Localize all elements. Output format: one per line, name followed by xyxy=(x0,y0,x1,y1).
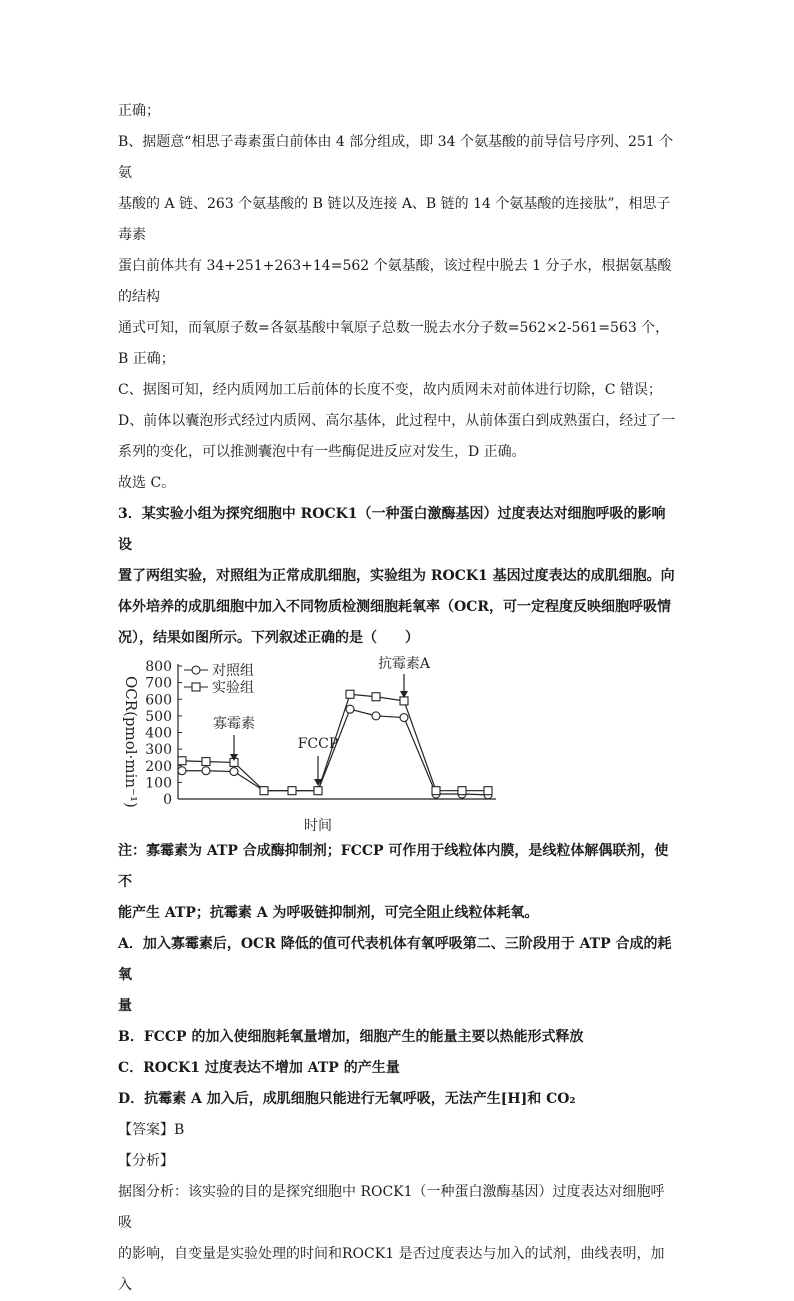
data-point-square xyxy=(178,757,186,765)
annotation-label: 寡霉素 xyxy=(213,716,255,732)
text-line: 故选 C。 xyxy=(118,475,176,491)
note-line: 注：寡霉素为 ATP 合成酶抑制剂；FCCP 可作用于线粒体内膜，是线粒体解偶联剂，使不 xyxy=(118,843,669,890)
chart-note xyxy=(118,836,678,929)
ocr-line-chart xyxy=(118,656,518,836)
y-tick-label: 100 xyxy=(145,775,172,792)
data-point-square xyxy=(432,787,440,795)
data-point-square xyxy=(260,787,268,795)
data-point-square xyxy=(314,787,322,795)
y-tick-label: 700 xyxy=(145,675,172,692)
text-line: C、据图可知，经内质网加工后前体的长度不变，故内质网未对前体进行切除，C 错误； xyxy=(118,382,662,398)
text-line: D、前体以囊泡形式经过内质网、高尔基体，此过程中，从前体蛋白到成熟蛋白，经过了一 xyxy=(118,413,676,429)
text-line: 蛋白前体共有 34+251+263+14=562 个氨基酸，该过程中脱去 1 分子水，根据氨基酸的结构 xyxy=(118,258,672,305)
data-point-square xyxy=(372,693,380,701)
legend-label-control: 对照组 xyxy=(212,663,254,679)
question-line: 体外培养的成肌细胞中加入不同物质检测细胞耗氧率（OCR，可一定程度反映细胞呼吸情 xyxy=(118,599,671,615)
option-line: C．ROCK1 过度表达不增加 ATP 的产生量 xyxy=(118,1060,400,1076)
y-tick-label: 800 xyxy=(145,659,172,675)
x-axis-label: 时间 xyxy=(304,818,332,834)
analysis-text xyxy=(118,1177,678,1301)
data-point-circle xyxy=(346,705,354,713)
text-line: 通式可知，而氧原子数=各氨基酸中氧原子总数一脱去水分子数=562×2-561=563 个，B 正确； xyxy=(118,320,670,367)
document-page xyxy=(118,96,678,1301)
annotation-label: 抗霉素A xyxy=(377,656,431,672)
analysis-line: 的影响，自变量是实验处理的时间和ROCK1 是否过度表达与加入的试剂，曲线表明，加入 xyxy=(118,1246,665,1293)
ocr-chart xyxy=(118,656,518,836)
legend-label-experiment: 实验组 xyxy=(212,680,254,696)
analysis-line: 据图分析：该实验的目的是探究细胞中 ROCK1（一种蛋白激酶基因）过度表达对细胞呼吸 xyxy=(118,1184,665,1231)
legend-marker-square xyxy=(192,683,200,691)
legend-marker-circle xyxy=(192,666,200,674)
text-line: 系列的变化，可以推测囊泡中有一些酶促进反应对发生，D 正确。 xyxy=(118,444,526,460)
data-point-square xyxy=(288,787,296,795)
option-line: A．加入寡霉素后，OCR 降低的值可代表机体有氧呼吸第二、三阶段用于 ATP 合成的耗氧 xyxy=(118,936,672,983)
question-line: 3．某实验小组为探究细胞中 ROCK1（一种蛋白激酶基因）过度表达对细胞呼吸的影响设 xyxy=(118,506,666,553)
annotation-label: FCCP xyxy=(297,736,339,752)
text-line: 基酸的 A 链、263 个氨基酸的 B 链以及连接 A、B 链的 14 个氨基酸的连接肽”，相思子毒素 xyxy=(118,196,671,243)
data-point-circle xyxy=(178,767,186,775)
data-point-circle xyxy=(230,768,238,776)
y-tick-label: 300 xyxy=(145,742,172,759)
y-axis-label: OCR(pmol·min⁻¹) xyxy=(122,676,140,808)
data-point-square xyxy=(346,690,354,698)
data-point-square xyxy=(484,787,492,795)
data-point-square xyxy=(400,697,408,705)
y-tick-label: 600 xyxy=(145,692,172,709)
data-point-square xyxy=(202,758,210,766)
option-line: 量 xyxy=(118,998,132,1014)
question-line: 况），结果如图所示。下列叙述正确的是（ ） xyxy=(118,630,419,646)
answer-options xyxy=(118,929,678,1115)
y-tick-label: 200 xyxy=(145,758,172,775)
text-line: B、据题意“相思子毒素蛋白前体由 4 部分组成，即 34 个氨基酸的前导信号序列、251 个氨 xyxy=(118,134,674,181)
option-line: D．抗霉素 A 加入后，成肌细胞只能进行无氧呼吸，无法产生[H]和 CO₂ xyxy=(118,1091,576,1107)
option-line: B．FCCP 的加入使细胞耗氧量增加，细胞产生的能量主要以热能形式释放 xyxy=(118,1029,584,1045)
answer-line: 【答案】B xyxy=(118,1122,185,1138)
analysis-heading: 【分析】 xyxy=(118,1153,174,1169)
data-point-square xyxy=(458,787,466,795)
y-tick-label: 0 xyxy=(163,792,172,808)
data-point-circle xyxy=(202,767,210,775)
note-line: 能产生 ATP；抗霉素 A 为呼吸链抑制剂，可完全阻止线粒体耗氧。 xyxy=(118,905,539,921)
text-line: 正确； xyxy=(118,103,160,119)
question-3 xyxy=(118,499,678,654)
data-point-circle xyxy=(372,712,380,720)
data-point-circle xyxy=(400,714,408,722)
y-tick-label: 500 xyxy=(145,708,172,725)
y-tick-label: 400 xyxy=(145,725,172,742)
question-line: 置了两组实验，对照组为正常成肌细胞，实验组为 ROCK1 基因过度表达的成肌细胞。向 xyxy=(118,568,675,584)
previous-answer-explanation xyxy=(118,96,678,499)
